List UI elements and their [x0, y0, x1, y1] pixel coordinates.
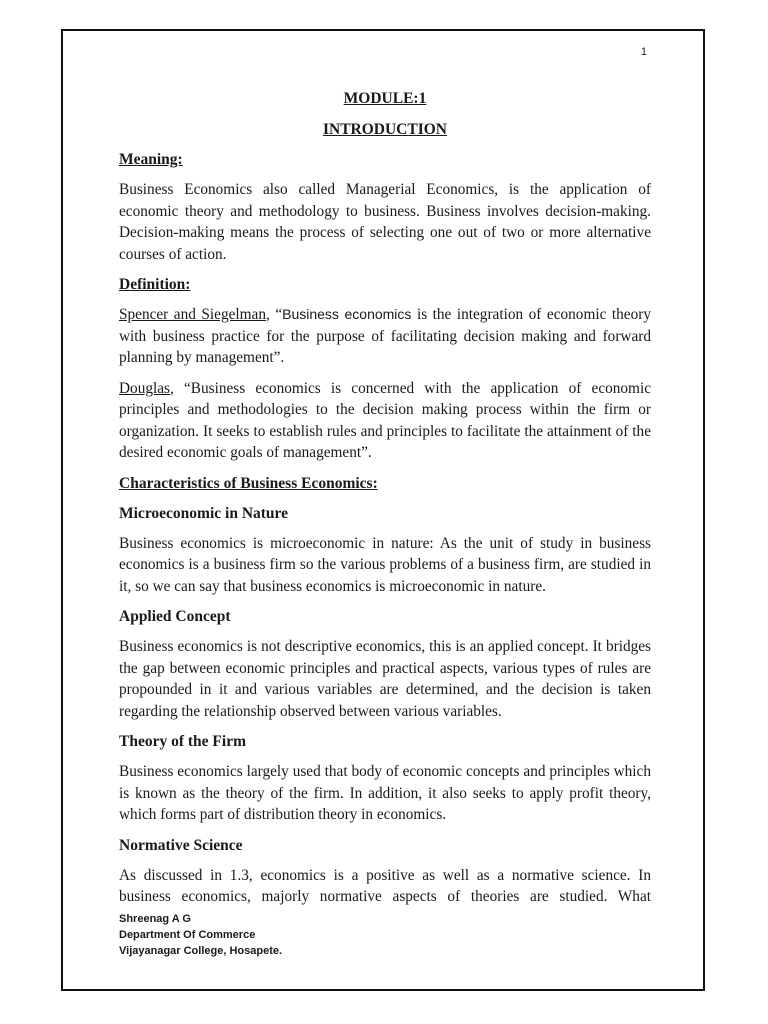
section-paragraph-theory-of-firm: Business economics largely used that body of economic concepts and principles which is known as the theory of the firm. In addition, it also seeks to apply profit theory, which forms part of distribution theory in economics.	[119, 763, 651, 823]
section-paragraph-applied: Business economics is not descriptive economics, this is an applied concept. It bridges the gap between economic principles and practical aspects, various types of rules are propounded in it and various variables are determined, and the decision is taken regarding the relationship observed between various variables.	[119, 638, 651, 720]
section-paragraph-microeconomic: Business economics is microeconomic in nature: As the unit of study in business economics is a business firm so the various problems of a business firm, are studied in it, so we can say that business economics is microeconomic in nature.	[119, 534, 651, 595]
definition-author: Spencer and Siegelman	[119, 306, 266, 323]
footer-department: Department Of Commerce	[119, 929, 256, 941]
footer-author: Shreenag A G	[119, 913, 191, 925]
module-title: MODULE:1	[343, 90, 427, 107]
definition-heading: Definition:	[119, 276, 191, 293]
definition-emphasis: Business economics	[282, 306, 412, 322]
page-footer	[119, 911, 282, 959]
section-heading-normative: Normative Science	[119, 836, 243, 854]
section-heading-applied: Applied Concept	[119, 608, 231, 625]
definition-author: Douglas	[119, 379, 170, 397]
meaning-paragraph: Business Economics also called Managerial Economics, is the application of economic theory and methodology to business. Business involves decision-making. Decision-making means the process of selecting one out of two or more alternative courses of action.	[119, 181, 651, 263]
footer-institution: Vijayanagar College, Hosapete.	[119, 945, 283, 957]
document-content	[119, 89, 651, 908]
definition-spencer: Spencer and Siegelman, “Business economics is the integration of economic theory with business practice for the purpose of facilitating decision making and forward planning by management”.	[119, 306, 651, 366]
page-number: 1	[640, 46, 647, 58]
section-heading-microeconomic: Microeconomic in Nature	[119, 504, 289, 522]
section-paragraph-normative: As discussed in 1.3, economics is a positive as well as a normative science. In business economics, majorly normative aspects of theories are studied. What	[119, 866, 651, 905]
definition-douglas: Douglas, “Business economics is concerned with the application of economic principles and methodologies to the decision making process within the firm or organization. It seeks to establish rules and principles to facilitate the attainment of the desired economic goals of management”.	[119, 379, 651, 461]
page-border	[61, 29, 705, 991]
section-heading-theory-of-firm: Theory of the Firm	[119, 733, 246, 750]
meaning-heading: Meaning:	[119, 151, 183, 168]
section-title: INTRODUCTION	[322, 121, 447, 138]
characteristics-heading: Characteristics of Business Economics:	[119, 474, 378, 492]
